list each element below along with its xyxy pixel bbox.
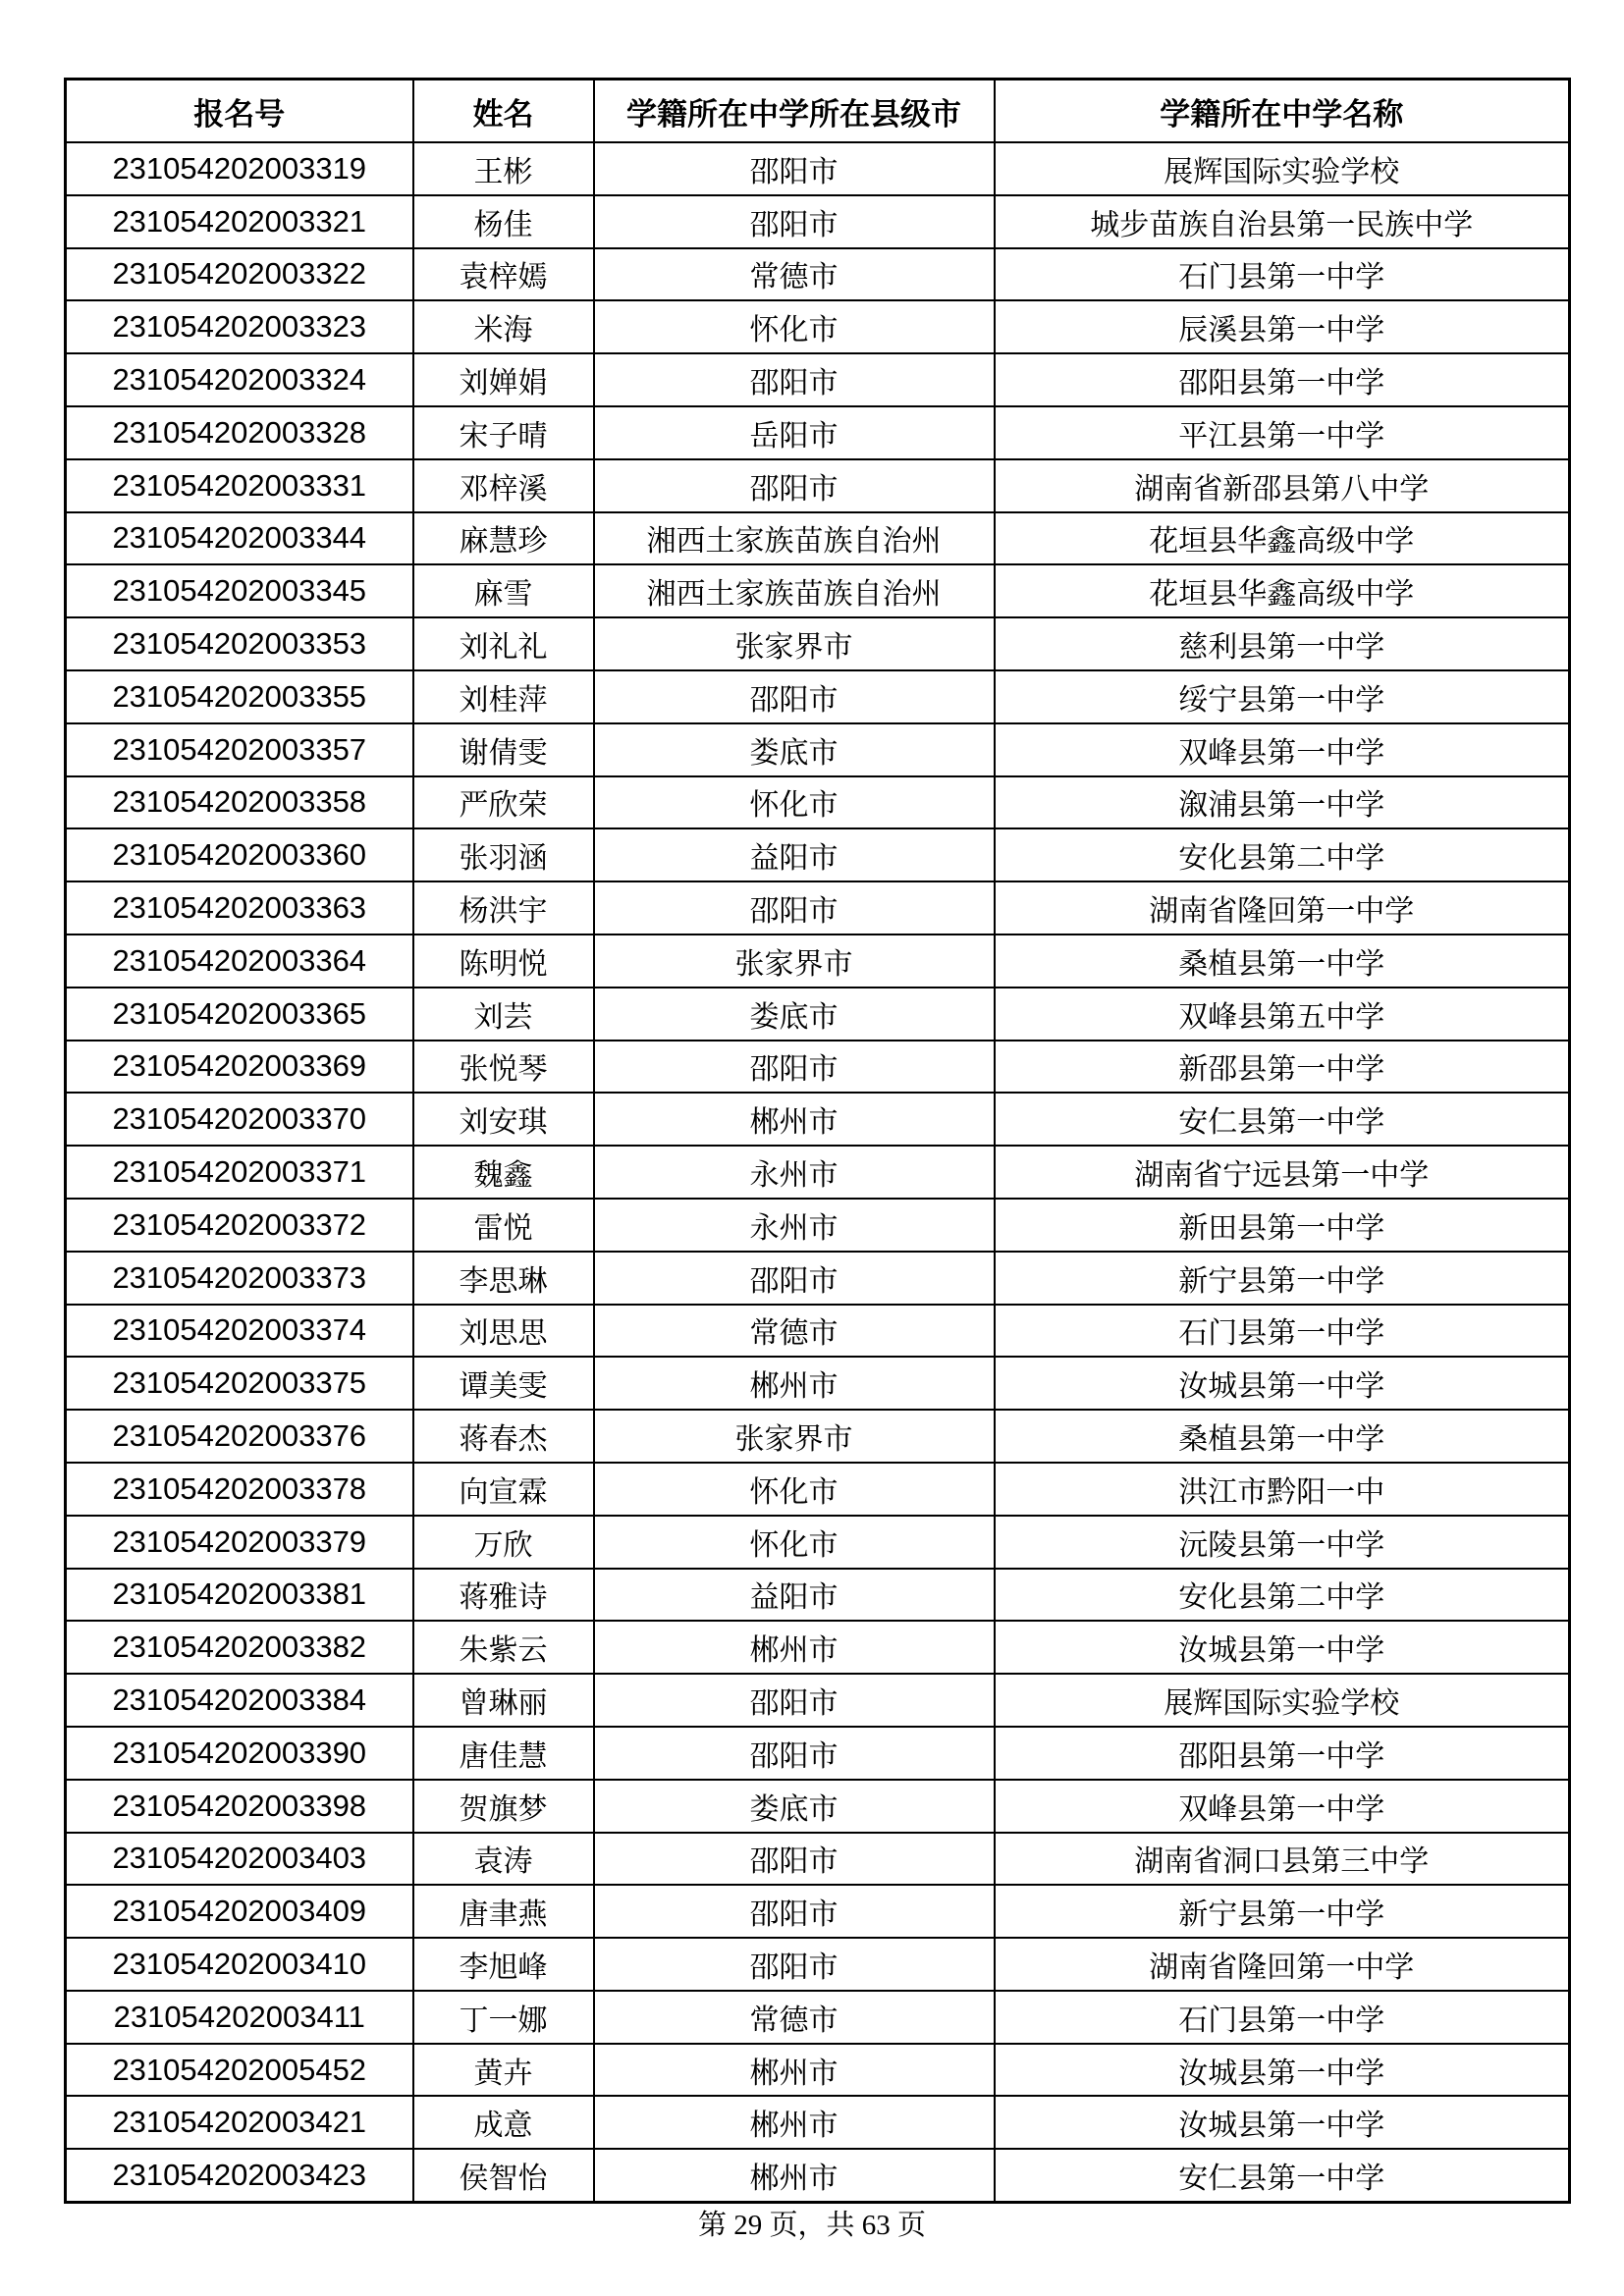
student-name-cell: 张悦琴 [413,1041,594,1094]
school-name-cell: 安仁县第一中学 [995,1093,1570,1146]
student-name-cell: 黄卉 [413,2044,594,2097]
school-city-cell: 邵阳市 [594,1252,995,1305]
student-name-cell: 蒋春杰 [413,1410,594,1463]
registration-number-cell: 231054202003370 [66,1093,413,1146]
school-city-cell: 常德市 [594,1305,995,1358]
school-city-cell: 娄底市 [594,723,995,776]
student-name-cell: 米海 [413,300,594,353]
table-row [66,1463,1570,1516]
school-name-cell: 汝城县第一中学 [995,1357,1570,1410]
school-name-cell: 湖南省隆回第一中学 [995,1938,1570,1991]
registration-number-cell: 231054202003378 [66,1463,413,1516]
student-name-cell: 刘安琪 [413,1093,594,1146]
registration-number-cell: 231054202003398 [66,1780,413,1833]
table-row [66,1357,1570,1410]
table-row [66,723,1570,776]
school-city-cell: 怀化市 [594,1516,995,1569]
table-row [66,2149,1570,2202]
school-name-cell: 桑植县第一中学 [995,1410,1570,1463]
table-row [66,1674,1570,1727]
registration-number-cell: 231054202003328 [66,406,413,459]
school-name-cell: 双峰县第五中学 [995,988,1570,1041]
table-row [66,1833,1570,1886]
school-city-cell: 怀化市 [594,1463,995,1516]
school-name-cell: 安化县第二中学 [995,828,1570,881]
school-name-cell: 新宁县第一中学 [995,1252,1570,1305]
table-row [66,564,1570,617]
school-city-cell: 邵阳市 [594,1041,995,1094]
page-number-footer: 第 29 页，共 63 页 [697,2210,926,2241]
student-name-cell: 王彬 [413,142,594,195]
table-row [66,617,1570,670]
school-city-cell: 益阳市 [594,1569,995,1622]
student-name-cell: 张羽涵 [413,828,594,881]
school-city-cell: 常德市 [594,1991,995,2044]
school-city-cell: 湘西土家族苗族自治州 [594,564,995,617]
table-row [66,1885,1570,1938]
student-name-cell: 雷悦 [413,1199,594,1252]
table-row [66,988,1570,1041]
table-row [66,353,1570,406]
school-city-cell: 益阳市 [594,828,995,881]
student-name-cell: 贺旗梦 [413,1780,594,1833]
student-name-cell: 李旭峰 [413,1938,594,1991]
student-name-cell: 麻慧珍 [413,512,594,565]
school-name-cell: 邵阳县第一中学 [995,353,1570,406]
registration-number-cell: 231054202003379 [66,1516,413,1569]
table-row [66,1569,1570,1622]
school-city-cell: 邵阳市 [594,1938,995,1991]
school-name-cell: 沅陵县第一中学 [995,1516,1570,1569]
school-city-cell: 郴州市 [594,1357,995,1410]
table-row [66,1621,1570,1674]
student-name-cell: 成意 [413,2096,594,2149]
student-name-cell: 蒋雅诗 [413,1569,594,1622]
registration-number-cell: 231054202003371 [66,1146,413,1199]
table-row [66,300,1570,353]
school-city-cell: 郴州市 [594,2149,995,2202]
table-row [66,1252,1570,1305]
school-city-cell: 邵阳市 [594,881,995,934]
school-city-cell: 邵阳市 [594,353,995,406]
school-name-cell: 湖南省宁远县第一中学 [995,1146,1570,1199]
table-row [66,2044,1570,2097]
school-name-cell: 新宁县第一中学 [995,1885,1570,1938]
registration-number-cell: 231054202003353 [66,617,413,670]
registration-number-cell: 231054202003369 [66,1041,413,1094]
registration-number-cell: 231054202003363 [66,881,413,934]
student-name-cell: 向宣霖 [413,1463,594,1516]
table-row [66,142,1570,195]
registration-number-cell: 231054202003375 [66,1357,413,1410]
roster-table [64,78,1571,2204]
header-registration-number: 报名号 [66,80,413,143]
header-name: 姓名 [413,80,594,143]
student-name-cell: 袁梓嫣 [413,248,594,301]
school-name-cell: 桑植县第一中学 [995,934,1570,988]
school-city-cell: 邵阳市 [594,459,995,512]
table-row [66,1146,1570,1199]
student-name-cell: 唐佳慧 [413,1727,594,1780]
school-name-cell: 石门县第一中学 [995,1305,1570,1358]
table-row [66,1199,1570,1252]
student-name-cell: 朱紫云 [413,1621,594,1674]
school-city-cell: 邵阳市 [594,1833,995,1886]
school-city-cell: 张家界市 [594,1410,995,1463]
header-school-city: 学籍所在中学所在县级市 [594,80,995,143]
student-name-cell: 谢倩雯 [413,723,594,776]
registration-number-cell: 231054202003382 [66,1621,413,1674]
table-row [66,1093,1570,1146]
student-name-cell: 袁涛 [413,1833,594,1886]
school-city-cell: 常德市 [594,248,995,301]
school-city-cell: 郴州市 [594,1093,995,1146]
school-name-cell: 慈利县第一中学 [995,617,1570,670]
school-city-cell: 永州市 [594,1199,995,1252]
registration-number-cell: 231054202003331 [66,459,413,512]
header-school-name: 学籍所在中学名称 [995,80,1570,143]
student-name-cell: 唐聿燕 [413,1885,594,1938]
school-city-cell: 湘西土家族苗族自治州 [594,512,995,565]
student-name-cell: 刘思思 [413,1305,594,1358]
registration-number-cell: 231054202003323 [66,300,413,353]
school-name-cell: 展辉国际实验学校 [995,142,1570,195]
student-name-cell: 刘桂萍 [413,670,594,723]
table-row [66,1938,1570,1991]
school-name-cell: 汝城县第一中学 [995,1621,1570,1674]
registration-number-cell: 231054202003373 [66,1252,413,1305]
school-name-cell: 城步苗族自治县第一民族中学 [995,195,1570,248]
school-name-cell: 花垣县华鑫高级中学 [995,512,1570,565]
registration-number-cell: 231054202003322 [66,248,413,301]
student-name-cell: 侯智怡 [413,2149,594,2202]
school-city-cell: 邵阳市 [594,1885,995,1938]
table-row [66,776,1570,829]
student-name-cell: 严欣荣 [413,776,594,829]
registration-number-cell: 231054202003321 [66,195,413,248]
registration-number-cell: 231054202003355 [66,670,413,723]
student-name-cell: 魏鑫 [413,1146,594,1199]
student-name-cell: 麻雪 [413,564,594,617]
school-name-cell: 石门县第一中学 [995,1991,1570,2044]
student-name-cell: 邓梓溪 [413,459,594,512]
school-name-cell: 湖南省隆回第一中学 [995,881,1570,934]
table-row [66,670,1570,723]
registration-number-cell: 231054202003374 [66,1305,413,1358]
student-name-cell: 曾琳丽 [413,1674,594,1727]
table-row [66,1780,1570,1833]
table-row [66,248,1570,301]
table-row [66,1991,1570,2044]
table-row [66,512,1570,565]
registration-number-cell: 231054202003357 [66,723,413,776]
student-name-cell: 宋子晴 [413,406,594,459]
registration-number-cell: 231054202005452 [66,2044,413,2097]
school-name-cell: 汝城县第一中学 [995,2096,1570,2149]
student-name-cell: 刘礼礼 [413,617,594,670]
school-name-cell: 花垣县华鑫高级中学 [995,564,1570,617]
registration-number-cell: 231054202003358 [66,776,413,829]
school-name-cell: 洪江市黔阳一中 [995,1463,1570,1516]
school-city-cell: 怀化市 [594,300,995,353]
registration-number-cell: 231054202003384 [66,1674,413,1727]
student-name-cell: 谭美雯 [413,1357,594,1410]
school-name-cell: 双峰县第一中学 [995,723,1570,776]
school-name-cell: 展辉国际实验学校 [995,1674,1570,1727]
student-name-cell: 刘婵娟 [413,353,594,406]
table-row [66,2096,1570,2149]
registration-number-cell: 231054202003421 [66,2096,413,2149]
school-name-cell: 安仁县第一中学 [995,2149,1570,2202]
table-body [66,142,1570,2203]
registration-number-cell: 231054202003411 [66,1991,413,2044]
school-name-cell: 辰溪县第一中学 [995,300,1570,353]
student-name-cell: 陈明悦 [413,934,594,988]
table-header-row [66,80,1570,143]
school-city-cell: 邵阳市 [594,670,995,723]
school-name-cell: 平江县第一中学 [995,406,1570,459]
registration-number-cell: 231054202003372 [66,1199,413,1252]
school-city-cell: 郴州市 [594,2096,995,2149]
student-name-cell: 丁一娜 [413,1991,594,2044]
table-row [66,406,1570,459]
school-name-cell: 新田县第一中学 [995,1199,1570,1252]
school-name-cell: 绥宁县第一中学 [995,670,1570,723]
school-name-cell: 湖南省新邵县第八中学 [995,459,1570,512]
school-name-cell: 双峰县第一中学 [995,1780,1570,1833]
student-name-cell: 刘芸 [413,988,594,1041]
registration-number-cell: 231054202003376 [66,1410,413,1463]
student-name-cell: 李思琳 [413,1252,594,1305]
registration-number-cell: 231054202003410 [66,1938,413,1991]
table-row [66,1305,1570,1358]
school-city-cell: 怀化市 [594,776,995,829]
school-name-cell: 安化县第二中学 [995,1569,1570,1622]
school-name-cell: 石门县第一中学 [995,248,1570,301]
school-city-cell: 邵阳市 [594,1727,995,1780]
table-row [66,195,1570,248]
student-name-cell: 万欣 [413,1516,594,1569]
school-city-cell: 郴州市 [594,1621,995,1674]
school-city-cell: 郴州市 [594,2044,995,2097]
school-city-cell: 张家界市 [594,617,995,670]
registration-number-cell: 231054202003324 [66,353,413,406]
school-city-cell: 永州市 [594,1146,995,1199]
school-city-cell: 邵阳市 [594,1674,995,1727]
school-city-cell: 娄底市 [594,1780,995,1833]
school-name-cell: 新邵县第一中学 [995,1041,1570,1094]
registration-number-cell: 231054202003390 [66,1727,413,1780]
table-row [66,881,1570,934]
registration-number-cell: 231054202003344 [66,512,413,565]
table-row [66,1410,1570,1463]
school-city-cell: 岳阳市 [594,406,995,459]
registration-number-cell: 231054202003381 [66,1569,413,1622]
registration-number-cell: 231054202003319 [66,142,413,195]
school-city-cell: 张家界市 [594,934,995,988]
school-city-cell: 邵阳市 [594,142,995,195]
registration-number-cell: 231054202003423 [66,2149,413,2202]
registration-number-cell: 231054202003403 [66,1833,413,1886]
school-city-cell: 邵阳市 [594,195,995,248]
school-name-cell: 溆浦县第一中学 [995,776,1570,829]
registration-number-cell: 231054202003364 [66,934,413,988]
school-name-cell: 湖南省洞口县第三中学 [995,1833,1570,1886]
table-row [66,828,1570,881]
school-name-cell: 邵阳县第一中学 [995,1727,1570,1780]
registration-number-cell: 231054202003409 [66,1885,413,1938]
student-name-cell: 杨佳 [413,195,594,248]
registration-number-cell: 231054202003365 [66,988,413,1041]
school-city-cell: 娄底市 [594,988,995,1041]
table-row [66,1727,1570,1780]
student-name-cell: 杨洪宇 [413,881,594,934]
table-row [66,1041,1570,1094]
registration-number-cell: 231054202003345 [66,564,413,617]
table-row [66,459,1570,512]
school-name-cell: 汝城县第一中学 [995,2044,1570,2097]
table-row [66,1516,1570,1569]
table-row [66,934,1570,988]
registration-number-cell: 231054202003360 [66,828,413,881]
